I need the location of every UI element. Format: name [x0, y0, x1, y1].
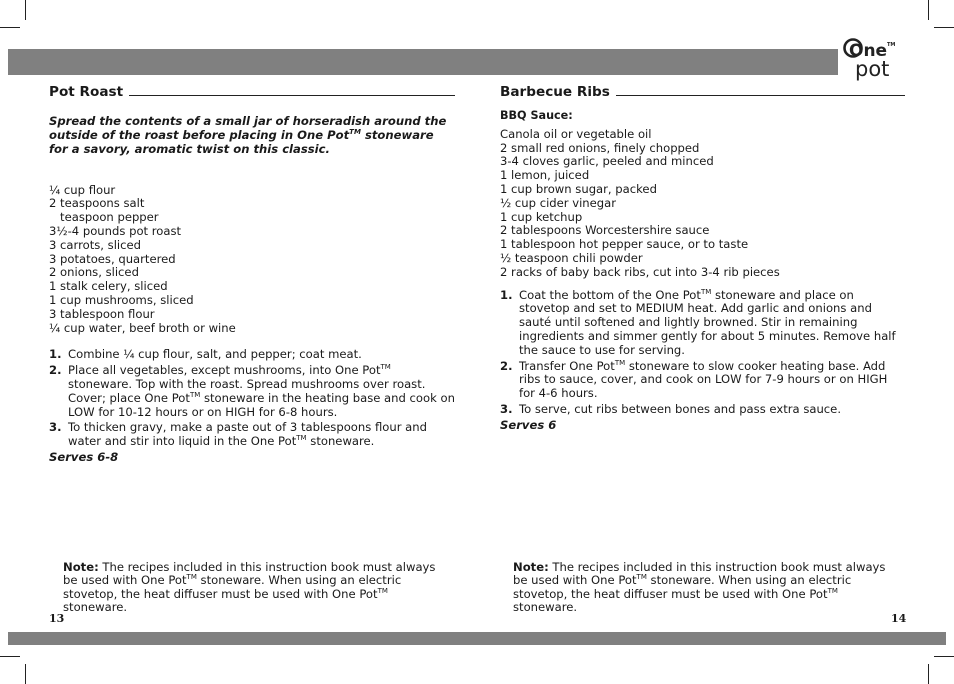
crop-mark — [0, 656, 20, 657]
ingredient-item: 3 tablespoon flour — [49, 306, 155, 321]
crop-mark — [934, 27, 954, 28]
ingredient-item: 1 cup mushrooms, sliced — [49, 292, 194, 307]
logo-text-pot: pot — [855, 57, 890, 81]
ingredient-item: teaspoon pepper — [49, 210, 159, 225]
note-left: Note: The recipes included in this instruction book must always be used with One Pot™ stoneware. When using an electric stovetop, the heat diffuser must be used with One Pot™ stoneware. — [63, 560, 436, 615]
ingredient-list — [49, 184, 455, 336]
ingredient-item: ¼ cup flour — [49, 182, 116, 197]
ingredient-item: 1 lemon, juiced — [500, 168, 590, 183]
ingredient-item: ½ cup cider vinegar — [500, 195, 617, 210]
ingredient-item: 1 cup ketchup — [500, 209, 583, 224]
left-page — [49, 82, 455, 465]
recipe-heading — [49, 82, 455, 100]
right-page — [500, 82, 905, 433]
ingredient-item: Canola oil or vegetable oil — [500, 126, 652, 141]
ingredient-item: 3 carrots, sliced — [49, 237, 142, 252]
crop-mark — [0, 27, 20, 28]
step-list — [500, 289, 905, 417]
step-number: 2. — [49, 363, 62, 378]
ingredient-item: ½ teaspoon chili powder — [500, 250, 643, 265]
step-item — [500, 403, 905, 417]
step-text: Transfer One Pot™ stoneware to slow cooker heating base. Add ribs to sauce, cover, and cook on LOW for 7-9 hours or on HIGH for 4-6 hours. — [519, 358, 888, 401]
serves-text: Serves 6 — [500, 417, 557, 432]
ingredient-item: 3-4 cloves garlic, peeled and minced — [500, 154, 714, 169]
crop-mark — [928, 664, 929, 684]
header-bar — [8, 49, 838, 75]
recipe-title: Barbecue Ribs — [500, 84, 610, 101]
logo-tm: TM — [887, 42, 896, 48]
step-number: 1. — [49, 347, 62, 362]
page-number: 14 — [891, 612, 907, 625]
ingredient-item: 3 potatoes, quartered — [49, 251, 176, 266]
ingredient-item: 3½-4 pounds pot roast — [49, 224, 182, 238]
step-number: 2. — [500, 358, 513, 373]
step-number: 1. — [500, 287, 513, 302]
ingredient-item: 2 small red onions, finely chopped — [500, 140, 700, 155]
ingredient-item: 1 stalk celery, sliced — [49, 279, 168, 294]
step-text: Combine ¼ cup flour, salt, and pepper; coat meat. — [68, 347, 362, 362]
step-number: 3. — [49, 420, 62, 435]
step-number: 3. — [500, 401, 513, 416]
ingredient-item: 1 tablespoon hot pepper sauce, or to taste — [500, 237, 749, 252]
serves-text: Serves 6-8 — [49, 449, 119, 464]
crop-mark — [25, 664, 26, 684]
crop-mark — [928, 0, 929, 20]
one-pot-logo — [838, 34, 904, 82]
crop-mark — [25, 0, 26, 20]
step-text: Place all vegetables, except mushrooms, into One Pot™ stoneware. Top with the roast. Spread mushrooms over roast. Cover; place One Pot™ stoneware in the heating base and cook on LOW for 10-12 hours or on HIGH for 6-8 hours. — [68, 363, 455, 419]
ingredient-list — [500, 128, 905, 280]
ingredient-item: 1 cup brown sugar, packed — [500, 181, 657, 196]
title-rule — [129, 95, 455, 96]
step-item — [49, 421, 455, 449]
ingredient-item: 2 teaspoons salt — [49, 196, 145, 211]
sauce-subtitle: BBQ Sauce: — [500, 109, 573, 122]
note-right: Note: The recipes included in this instruction book must always be used with One Pot™ stoneware. When using an electric stovetop, the heat diffuser must be used with One Pot™ stoneware. — [513, 560, 886, 615]
title-rule — [616, 95, 905, 96]
logo-text-one: One — [849, 41, 888, 61]
recipe-intro: Spread the contents of a small jar of horseradish around the outside of the roast before placing in One Pot™ stoneware for a savory, aromatic twist on this classic. — [49, 114, 447, 157]
step-text: To serve, cut ribs between bones and pass extra sauce. — [519, 401, 842, 416]
footer-bar — [8, 632, 946, 645]
recipe-title: Pot Roast — [49, 84, 124, 101]
ingredient-item: 2 racks of baby back ribs, cut into 3-4 rib pieces — [500, 264, 780, 279]
recipe-heading — [500, 82, 905, 100]
step-item — [49, 364, 455, 419]
crop-mark — [934, 656, 954, 657]
ingredient-item: ¼ cup water, beef broth or wine — [49, 320, 236, 335]
ingredient-item: 2 tablespoons Worcestershire sauce — [500, 223, 710, 238]
step-item — [500, 289, 905, 358]
step-item — [49, 348, 455, 362]
step-list — [49, 348, 455, 449]
step-text: Coat the bottom of the One Pot™ stoneware and place on stovetop and set to MEDIUM heat. Add garlic and onions and sauté until softened and lightly browned. Stir in remaining ingredients and simmer gently for about 5 minutes. Remove half the sauce to use for serving. — [519, 287, 896, 357]
step-item — [500, 360, 905, 401]
step-text: To thicken gravy, make a paste out of 3 tablespoons flour and water and stir into liquid in the One Pot™ stoneware. — [68, 420, 427, 449]
page-number: 13 — [49, 612, 65, 625]
ingredient-item: 2 onions, sliced — [49, 265, 139, 280]
